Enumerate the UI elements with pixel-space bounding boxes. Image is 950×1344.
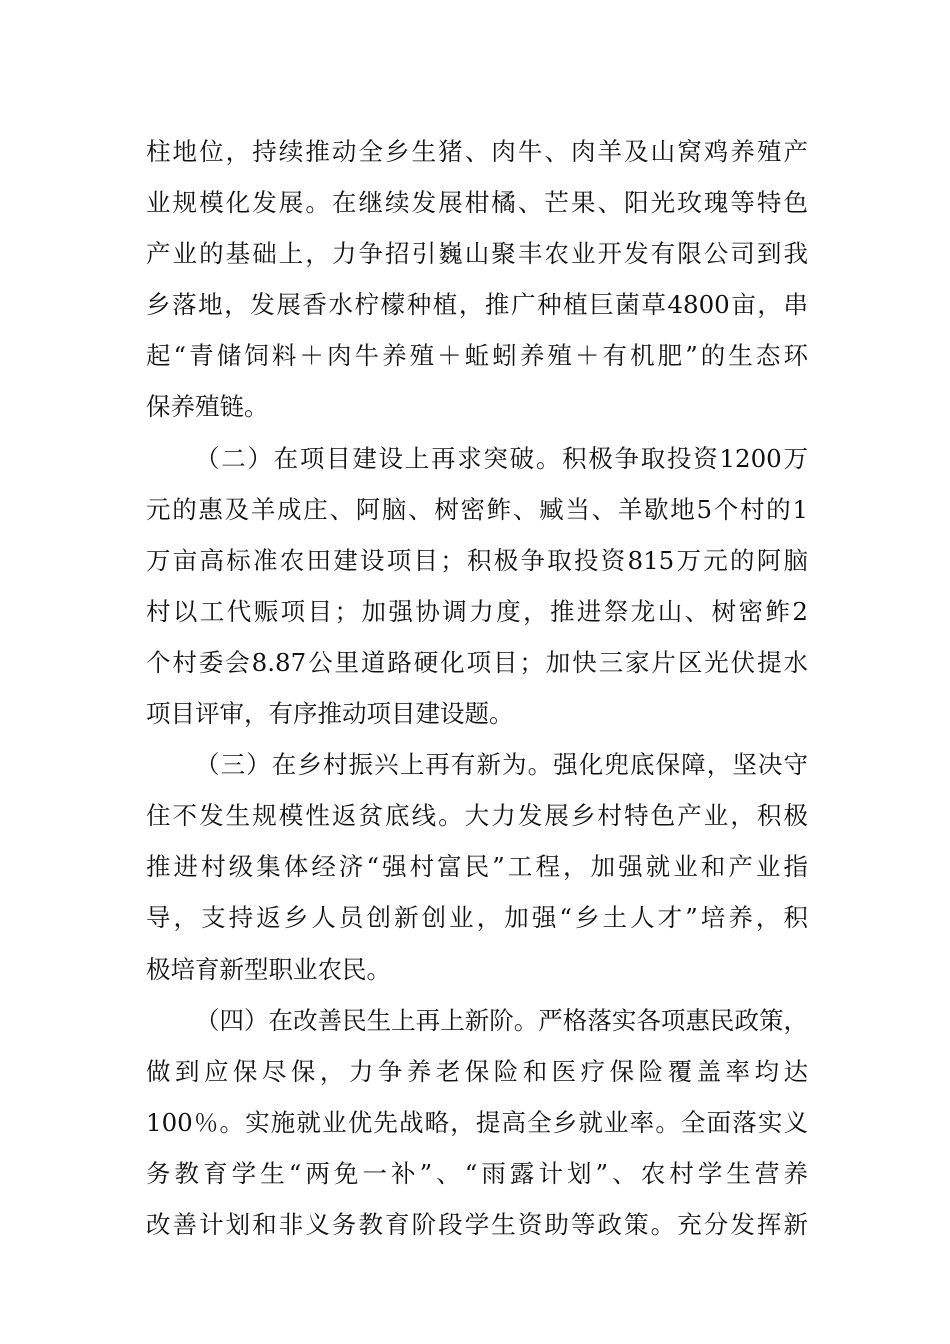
section-heading-line: （二）在项目建设上再求突破。积极争取投资1200万	[195, 443, 808, 473]
text-line: 导，支持返乡人员创新创业，加强“乡土人才”培养，积	[146, 903, 808, 933]
section-heading-line: （三）在乡村振兴上再有新为。强化兜底保障，坚决守	[195, 750, 808, 780]
text-line: 项目评审，有序推动项目建设题。	[146, 699, 514, 729]
text-line: 元的惠及羊成庄、阿脑、树密鲊、臧当、羊歇地5个村的1	[146, 494, 808, 524]
text-line: 产业的基础上，力争招引巍山聚丰农业开发有限公司到我	[146, 239, 808, 269]
text-line: 业规模化发展。在继续发展柑橘、芒果、阳光玫瑰等特色	[146, 188, 808, 218]
text-line: 做到应保尽保，力争养老保险和医疗保险覆盖率均达	[146, 1056, 808, 1086]
text-line: 推进村级集体经济“强村富民”工程，加强就业和产业指	[146, 852, 808, 882]
document-body	[146, 126, 808, 1250]
text-line: 乡落地，发展香水柠檬种植，推广种植巨菌草4800亩，串	[146, 290, 808, 320]
text-line: 极培育新型职业农民。	[146, 954, 391, 984]
section-heading-line: （四）在改善民生上再上新阶。严格落实各项惠民政策，	[195, 1005, 808, 1035]
text-line: 保养殖链。	[146, 392, 269, 422]
text-line: 万亩高标准农田建设项目；积极争取投资815万元的阿脑	[146, 545, 808, 575]
text-line: 改善计划和非义务教育阶段学生资助等政策。充分发挥新	[146, 1209, 808, 1239]
text-line: 100％。实施就业优先战略，提高全乡就业率。全面落实义	[146, 1107, 808, 1137]
text-line: 个村委会8.87公里道路硬化项目；加快三家片区光伏提水	[146, 647, 808, 677]
text-line: 住不发生规模性返贫底线。大力发展乡村特色产业，积极	[146, 801, 808, 831]
text-line: 柱地位，持续推动全乡生猪、肉牛、肉羊及山窝鸡养殖产	[146, 137, 808, 166]
text-line: 起“青储饲料＋肉牛养殖＋蚯蚓养殖＋有机肥”的生态环	[146, 341, 808, 371]
text-line: 务教育学生“两免一补”、“雨露计划”、农村学生营养	[146, 1158, 808, 1188]
text-line: 村以工代赈项目；加强协调力度，推进祭龙山、树密鲊2	[146, 596, 808, 626]
